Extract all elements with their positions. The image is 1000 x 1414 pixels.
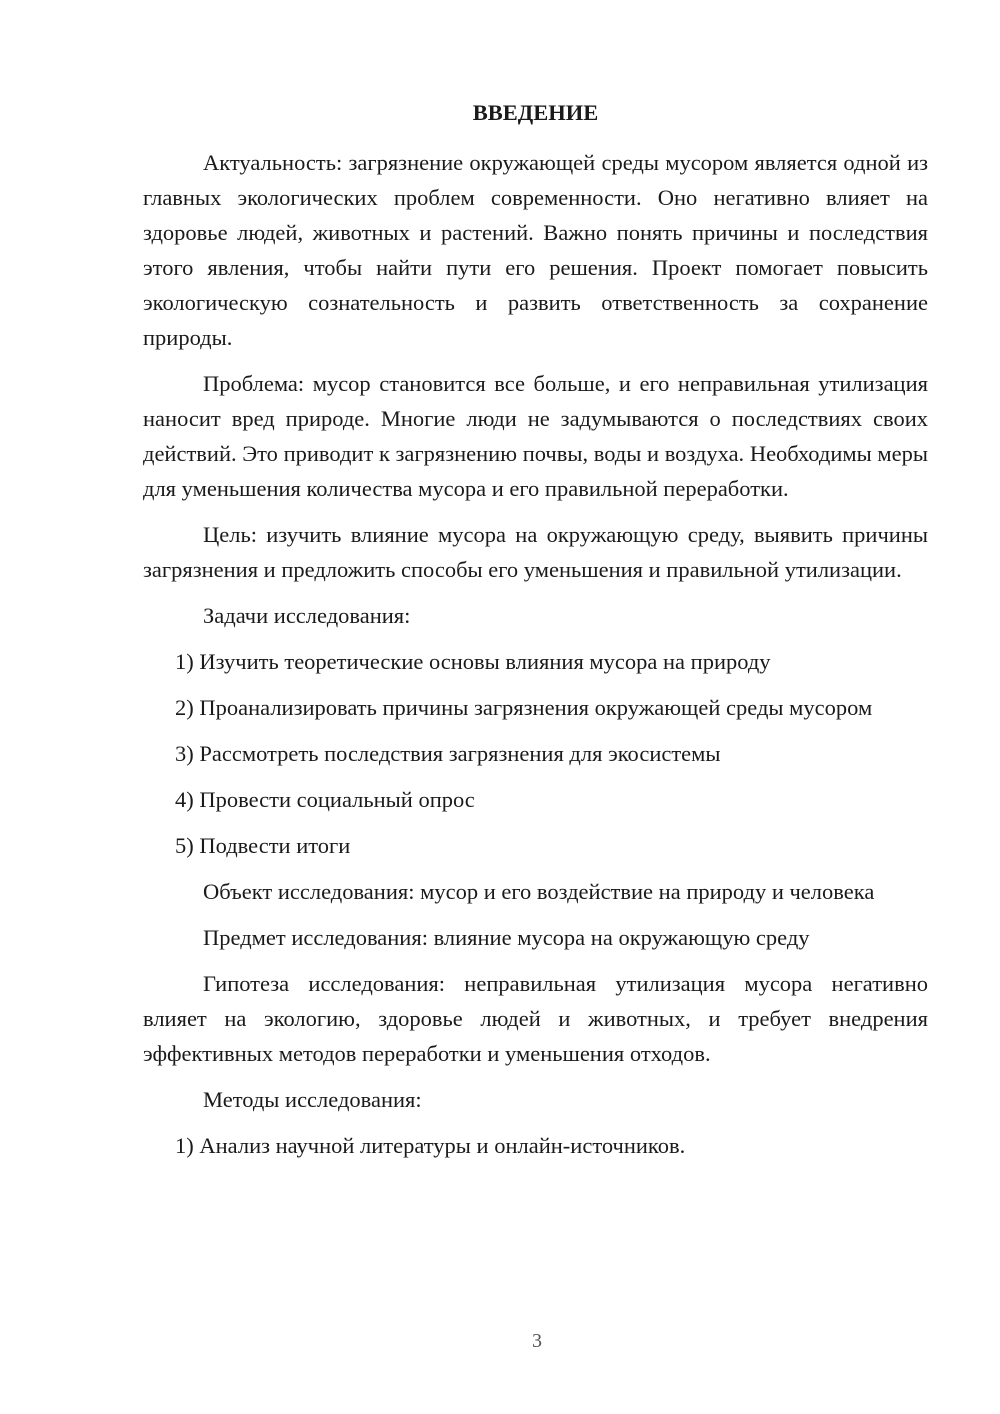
paragraph-relevance: Актуальность: загрязнение окружающей среды мусором является одной из главных экологических проблем современности. Оно негативно влияет на здоровье людей, животных и растений. Важно понять причины и последствия этого явления, чтобы найти пути его решения. Проект помогает повысить экологическую сознательность и развить ответственность за сохранение природы.	[143, 150, 928, 350]
method-item-1: 1) Анализ научной литературы и онлайн-источников.	[175, 1133, 686, 1158]
document-page	[143, 95, 928, 1174]
paragraph-subject: Предмет исследования: влияние мусора на окружающую среду	[203, 925, 810, 950]
paragraph-object: Объект исследования: мусор и его воздействие на природу и человека	[203, 879, 875, 904]
paragraph-problem: Проблема: мусор становится все больше, и его неправильная утилизация наносит вред природе. Многие люди не задумываются о последствиях своих действий. Это приводит к загрязнению почвы, воды и воздуха. Необходимы меры для уменьшения количества мусора и его правильной переработки.	[143, 371, 928, 501]
section-heading: ВВЕДЕНИЕ	[472, 100, 599, 125]
paragraph-hypothesis: Гипотеза исследования: неправильная утилизация мусора негативно влияет на экологию, здоровье людей и животных, и требует внедрения эффективных методов переработки и уменьшения отходов.	[143, 971, 928, 1066]
task-item-5: 5) Подвести итоги	[175, 833, 351, 858]
paragraph-goal: Цель: изучить влияние мусора на окружающую среду, выявить причины загрязнения и предложить способы его уменьшения и правильной утилизации.	[143, 522, 928, 582]
task-item-4: 4) Провести социальный опрос	[175, 787, 475, 812]
task-item-1: 1) Изучить теоретические основы влияния мусора на природу	[175, 649, 771, 674]
task-item-2: 2) Проанализировать причины загрязнения окружающей среды мусором	[175, 695, 873, 720]
task-item-3: 3) Рассмотреть последствия загрязнения для экосистемы	[175, 741, 721, 766]
page-number: 3	[532, 1330, 542, 1352]
methods-title: Методы исследования:	[203, 1087, 422, 1112]
tasks-title: Задачи исследования:	[203, 603, 411, 628]
